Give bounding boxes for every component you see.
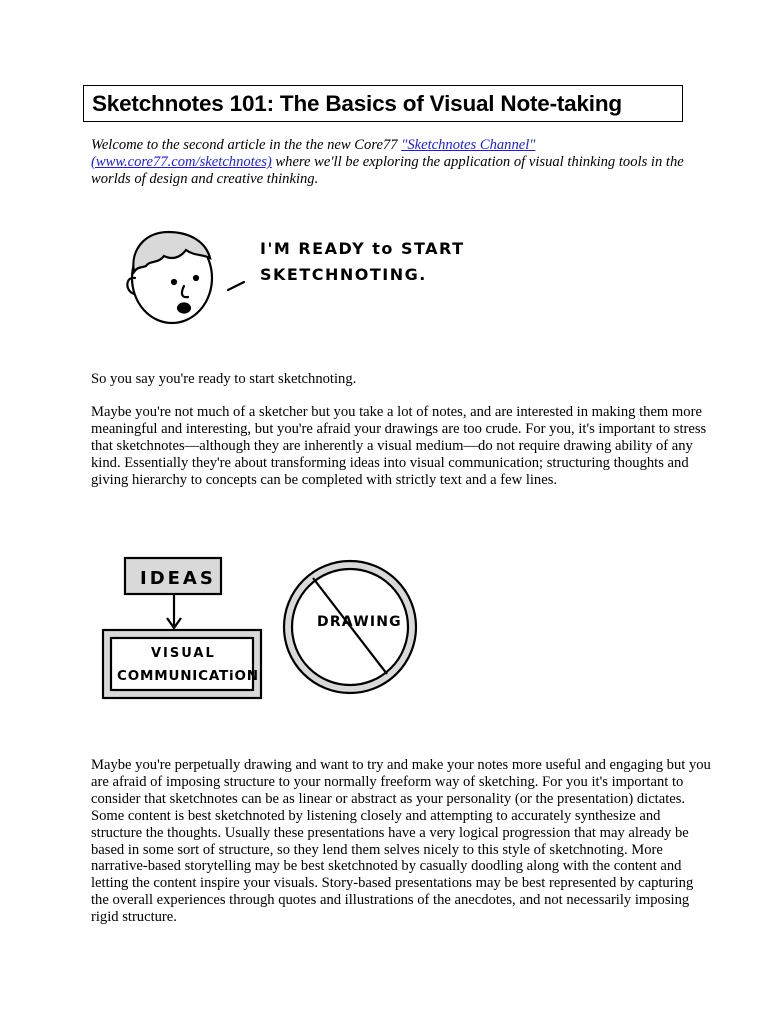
face-icon: [127, 232, 244, 323]
page-title: Sketchnotes 101: The Basics of Visual Note-taking: [92, 90, 622, 116]
title-box: [83, 85, 683, 122]
paragraph-perpetually-drawing: Maybe you're perpetually drawing and want to try and make your notes more useful and engaging but you are afraid of imposing structure to your normally freeform way of sketching. For you it's important to consider that sketchnotes can be as linear or abstract as your personality (or the presentation) dictates. Some content is best sketchnoted by listening closely and attempting to accurately synthesize and structure the thoughts. Usually these presentations have a very logical progression that may already be based in some sort of structure, so they lend them selves nicely to this style of sketchnoting. More narrative-based storytelling may be best sketchnoted by casually doodling along with the content and letting the content inspire your visuals. Story-based presentations may be best represented by capturing the overall experiences through quotes and illustrations of the anecdotes, and not necessarily imposing rigid structure.: [91, 757, 711, 926]
communication-label: COMMUNICATiON: [117, 668, 259, 684]
sketch-person-illustration: [110, 220, 465, 335]
speech-line-2: SKETCHNOTING.: [260, 265, 427, 284]
speech-line-1: I'M READY to START: [260, 239, 465, 258]
sketchnotes-channel-link[interactable]: "Sketchnotes Channel" (www.core77.com/sketchnotes): [91, 137, 536, 170]
drawing-label: DRAWING: [317, 614, 402, 630]
intro-text-before: Welcome to the second article in the the new Core77: [91, 137, 402, 153]
paragraph-not-sketcher: Maybe you're not much of a sketcher but you take a lot of notes, and are interested in making them more meaningful and interesting, but you're afraid your drawings are too crude. For you, it's important to stress that sketchnotes—although they are inherently a visual medium—do not require drawing ability of any kind. Essentially they're about transforming ideas into visual communication; structuring thoughts and giving hierarchy to concepts can be completed with strictly text and a few lines.: [91, 404, 707, 488]
ideas-label: IDEAS: [140, 568, 216, 589]
intro-paragraph: [91, 137, 691, 188]
visual-label: VISUAL: [151, 646, 216, 661]
intro-text-after: where we'll be exploring the application of visual thinking tools in the worlds of design and creative thinking.: [91, 154, 684, 187]
ideas-diagram-illustration: [95, 550, 435, 710]
paragraph-ready: So you say you're ready to start sketchnoting.: [91, 371, 357, 387]
